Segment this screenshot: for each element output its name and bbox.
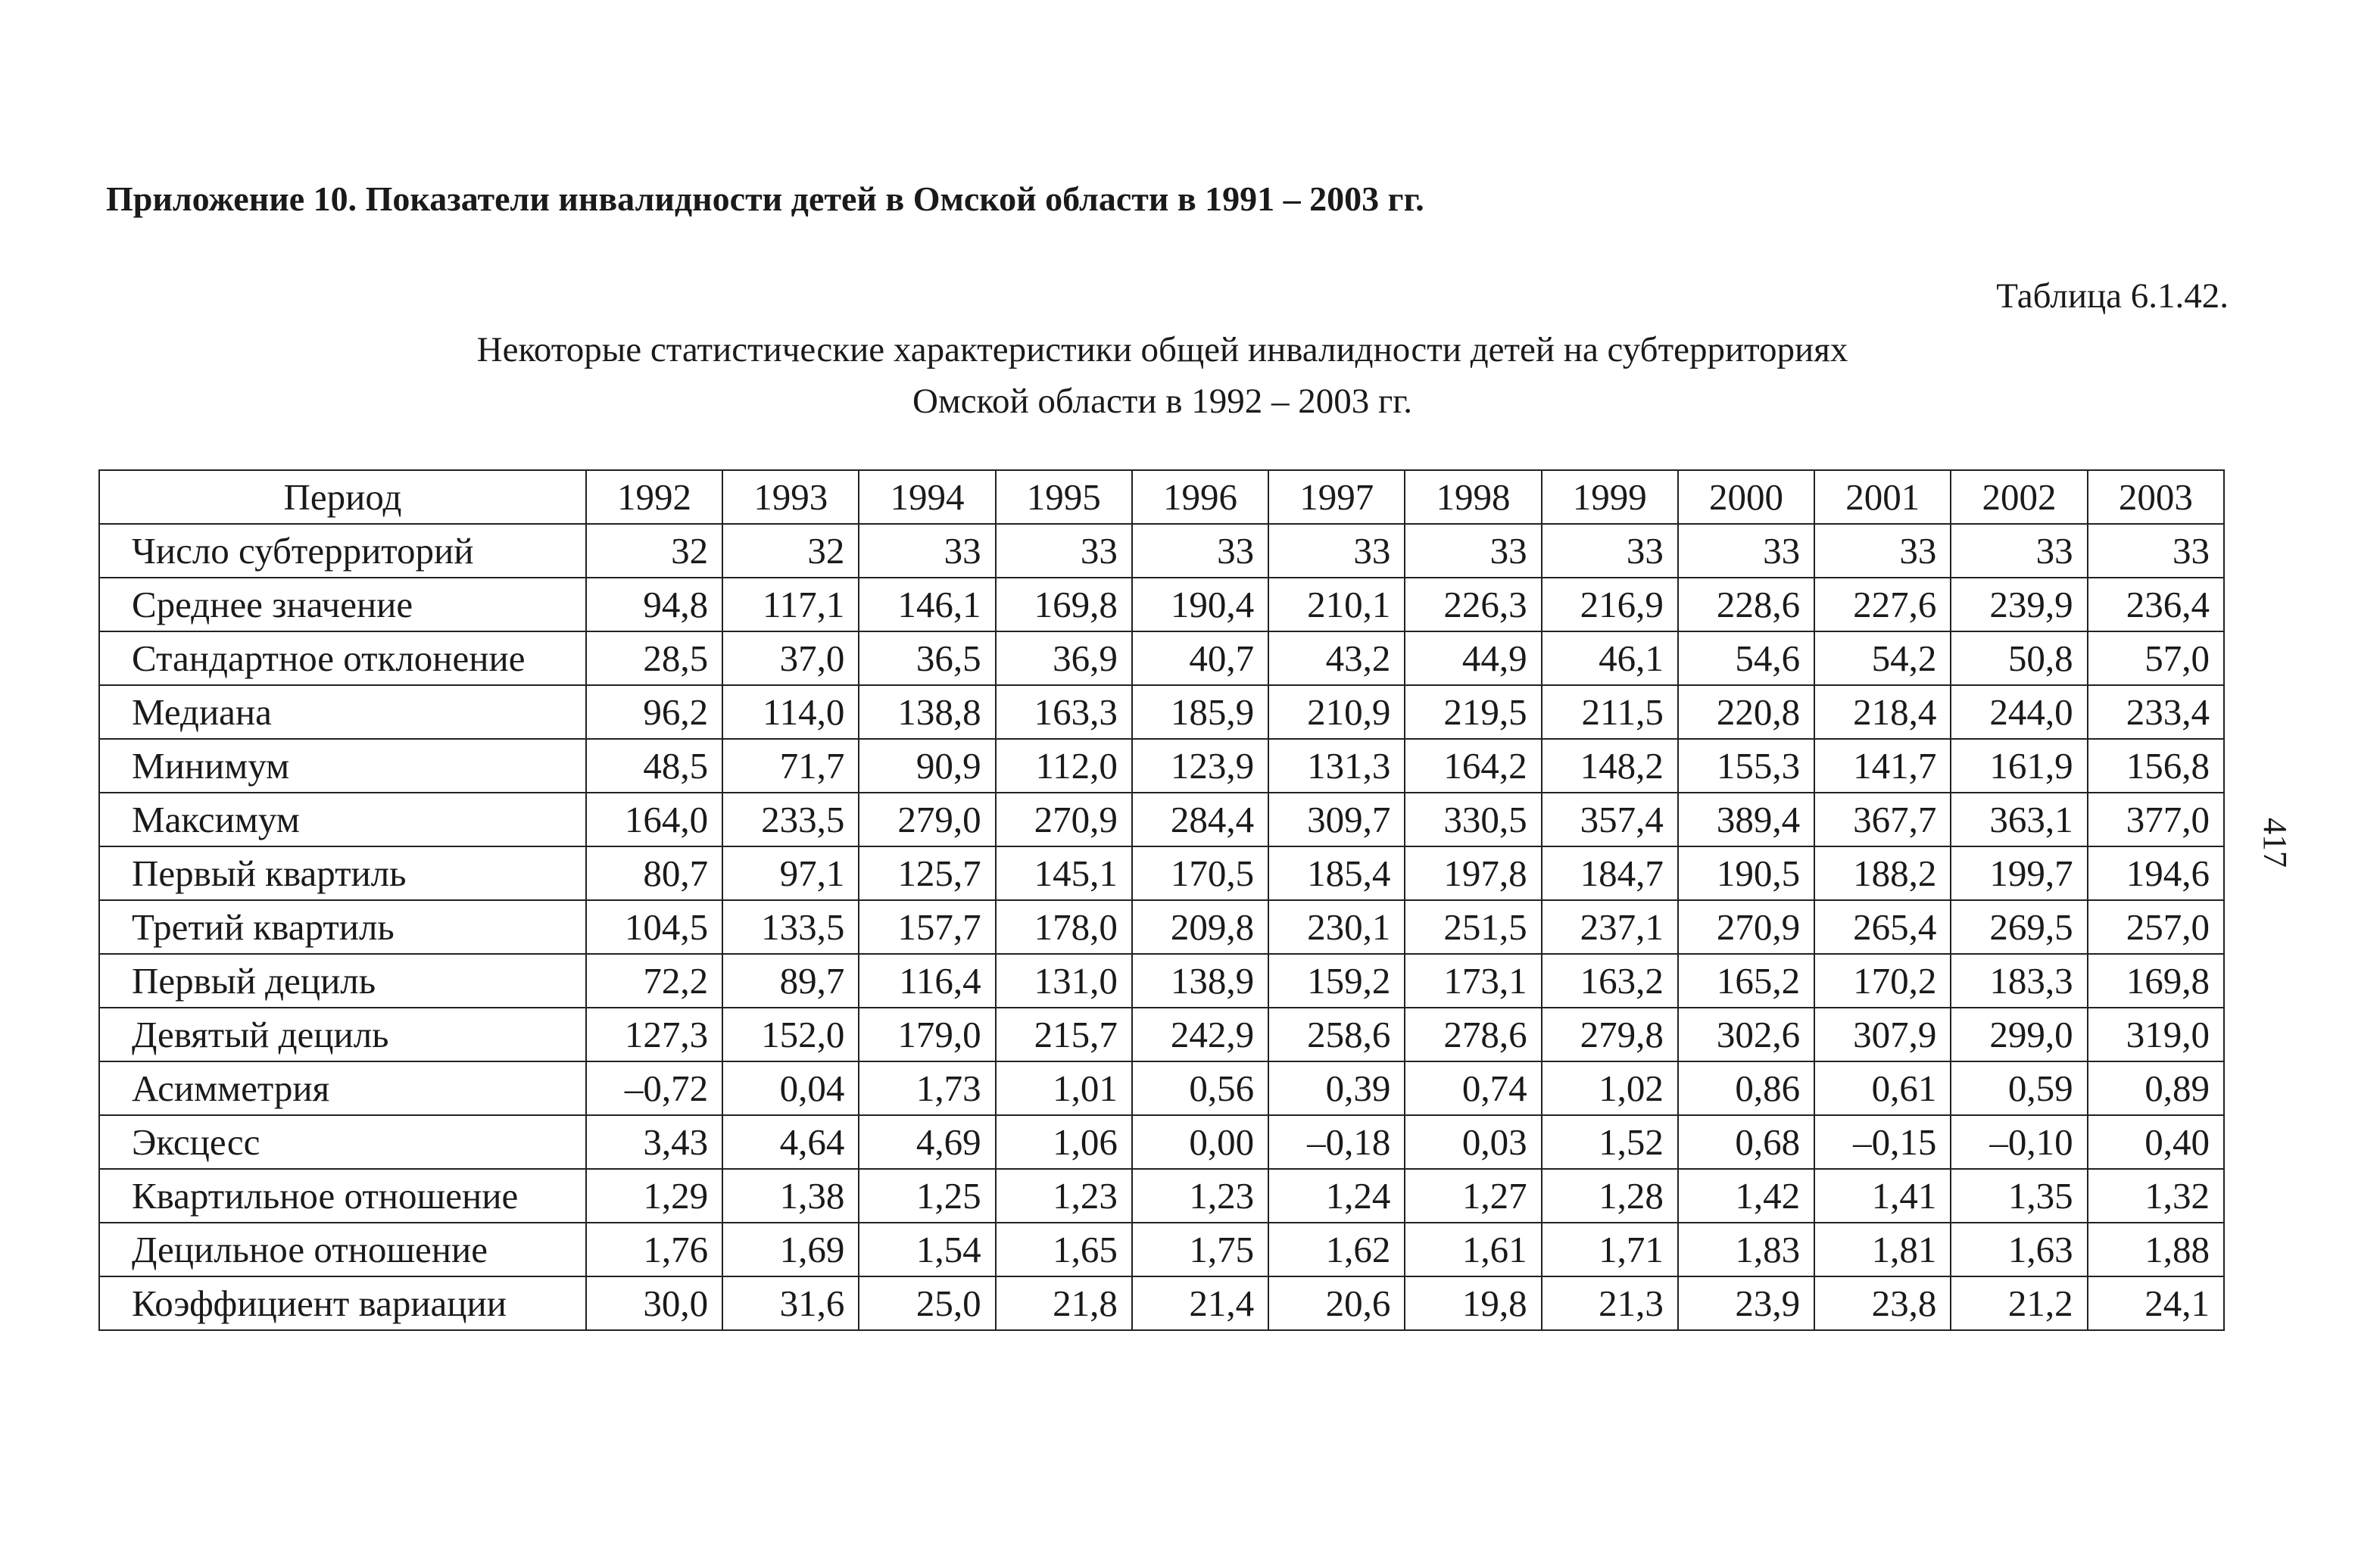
header-year: 2000	[1678, 470, 1814, 524]
row-label: Стандартное отклонение	[99, 631, 586, 685]
table-cell: 218,4	[1814, 685, 1951, 739]
header-year: 1995	[996, 470, 1132, 524]
table-cell: 33	[996, 524, 1132, 578]
table-cell: 0,59	[1951, 1061, 2087, 1115]
table-cell: 131,3	[1268, 739, 1405, 793]
table-cell: 33	[1405, 524, 1541, 578]
row-label: Минимум	[99, 739, 586, 793]
table-cell: 155,3	[1678, 739, 1814, 793]
table-row	[99, 524, 2224, 578]
table-cell: 1,01	[996, 1061, 1132, 1115]
table-cell: 114,0	[722, 685, 859, 739]
table-cell: 185,4	[1268, 846, 1405, 900]
table-cell: 188,2	[1814, 846, 1951, 900]
row-label: Коэффициент вариации	[99, 1276, 586, 1330]
table-cell: 1,69	[722, 1223, 859, 1276]
table-cell: 270,9	[996, 793, 1132, 846]
header-year: 1997	[1268, 470, 1405, 524]
table-cell: 71,7	[722, 739, 859, 793]
table-cell: 319,0	[2088, 1008, 2224, 1061]
row-label: Среднее значение	[99, 578, 586, 631]
table-cell: 309,7	[1268, 793, 1405, 846]
table-cell: 163,2	[1542, 954, 1678, 1008]
table-cell: –0,72	[586, 1061, 722, 1115]
table-cell: 0,03	[1405, 1115, 1541, 1169]
table-row	[99, 1223, 2224, 1276]
table-cell: 31,6	[722, 1276, 859, 1330]
table-cell: 216,9	[1542, 578, 1678, 631]
table-cell: –0,15	[1814, 1115, 1951, 1169]
table-cell: 94,8	[586, 578, 722, 631]
table-row	[99, 793, 2224, 846]
table-cell: 211,5	[1542, 685, 1678, 739]
table-cell: 1,52	[1542, 1115, 1678, 1169]
table-cell: 270,9	[1678, 900, 1814, 954]
table-cell: 190,5	[1678, 846, 1814, 900]
table-cell: 265,4	[1814, 900, 1951, 954]
table-cell: 0,86	[1678, 1061, 1814, 1115]
table-cell: 43,2	[1268, 631, 1405, 685]
table-cell: 307,9	[1814, 1008, 1951, 1061]
table-row	[99, 954, 2224, 1008]
table-row	[99, 578, 2224, 631]
table-cell: 3,43	[586, 1115, 722, 1169]
row-label: Квартильное отношение	[99, 1169, 586, 1223]
table-cell: 1,27	[1405, 1169, 1541, 1223]
table-cell: 164,0	[586, 793, 722, 846]
table-cell: 0,04	[722, 1061, 859, 1115]
header-year: 1999	[1542, 470, 1678, 524]
table-cell: 152,0	[722, 1008, 859, 1061]
table-cell: 125,7	[859, 846, 995, 900]
table-cell: 233,5	[722, 793, 859, 846]
table-cell: 170,2	[1814, 954, 1951, 1008]
table-cell: 54,2	[1814, 631, 1951, 685]
table-cell: 21,4	[1132, 1276, 1268, 1330]
table-row	[99, 1276, 2224, 1330]
table-cell: 145,1	[996, 846, 1132, 900]
row-label: Асимметрия	[99, 1061, 586, 1115]
table-cell: 25,0	[859, 1276, 995, 1330]
table-cell: 33	[859, 524, 995, 578]
table-cell: 4,64	[722, 1115, 859, 1169]
table-cell: 1,35	[1951, 1169, 2087, 1223]
table-cell: 0,74	[1405, 1061, 1541, 1115]
table-cell: 170,5	[1132, 846, 1268, 900]
table-cell: 220,8	[1678, 685, 1814, 739]
page-number: 417	[2257, 818, 2294, 868]
table-cell: 104,5	[586, 900, 722, 954]
table-row	[99, 1061, 2224, 1115]
table-cell: 127,3	[586, 1008, 722, 1061]
row-label: Первый дециль	[99, 954, 586, 1008]
table-cell: 50,8	[1951, 631, 2087, 685]
table-cell: 46,1	[1542, 631, 1678, 685]
table-cell: 227,6	[1814, 578, 1951, 631]
table-cell: 228,6	[1678, 578, 1814, 631]
header-year: 2003	[2088, 470, 2224, 524]
table-cell: 244,0	[1951, 685, 2087, 739]
header-year: 1993	[722, 470, 859, 524]
table-cell: 159,2	[1268, 954, 1405, 1008]
table-cell: 30,0	[586, 1276, 722, 1330]
row-label: Первый квартиль	[99, 846, 586, 900]
table-cell: 164,2	[1405, 739, 1541, 793]
table-cell: 226,3	[1405, 578, 1541, 631]
table-cell: 179,0	[859, 1008, 995, 1061]
table-body	[99, 524, 2224, 1330]
table-cell: 183,3	[1951, 954, 2087, 1008]
table-cell: 1,65	[996, 1223, 1132, 1276]
table-cell: 173,1	[1405, 954, 1541, 1008]
table-cell: 0,00	[1132, 1115, 1268, 1169]
table-cell: 33	[1678, 524, 1814, 578]
table-cell: 156,8	[2088, 739, 2224, 793]
table-caption	[0, 324, 2325, 427]
table-cell: 278,6	[1405, 1008, 1541, 1061]
table-cell: 1,71	[1542, 1223, 1678, 1276]
table-cell: 1,02	[1542, 1061, 1678, 1115]
table-cell: 215,7	[996, 1008, 1132, 1061]
table-cell: –0,18	[1268, 1115, 1405, 1169]
table-cell: 237,1	[1542, 900, 1678, 954]
table-header-row	[99, 470, 2224, 524]
table-cell: 21,3	[1542, 1276, 1678, 1330]
table-cell: 0,89	[2088, 1061, 2224, 1115]
table-cell: 330,5	[1405, 793, 1541, 846]
row-label: Медиана	[99, 685, 586, 739]
table-cell: 1,29	[586, 1169, 722, 1223]
table-cell: 257,0	[2088, 900, 2224, 954]
table-cell: 219,5	[1405, 685, 1541, 739]
table-cell: 1,88	[2088, 1223, 2224, 1276]
table-cell: 299,0	[1951, 1008, 2087, 1061]
table-cell: 284,4	[1132, 793, 1268, 846]
table-row	[99, 631, 2224, 685]
table-row	[99, 1115, 2224, 1169]
table-cell: 97,1	[722, 846, 859, 900]
table-cell: 33	[1542, 524, 1678, 578]
table-cell: –0,10	[1951, 1115, 2087, 1169]
table-cell: 1,42	[1678, 1169, 1814, 1223]
table-cell: 146,1	[859, 578, 995, 631]
table-cell: 90,9	[859, 739, 995, 793]
table-cell: 0,56	[1132, 1061, 1268, 1115]
table-cell: 1,24	[1268, 1169, 1405, 1223]
table-cell: 80,7	[586, 846, 722, 900]
table-cell: 123,9	[1132, 739, 1268, 793]
table-row	[99, 900, 2224, 954]
table-row	[99, 1169, 2224, 1223]
table-cell: 269,5	[1951, 900, 2087, 954]
header-year: 1992	[586, 470, 722, 524]
table-cell: 239,9	[1951, 578, 2087, 631]
table-caption-line-2: Омской области в 1992 – 2003 гг.	[912, 382, 1412, 421]
table-cell: 0,61	[1814, 1061, 1951, 1115]
table-row	[99, 739, 2224, 793]
table-cell: 1,61	[1405, 1223, 1541, 1276]
table-cell: 1,32	[2088, 1169, 2224, 1223]
table-cell: 138,8	[859, 685, 995, 739]
table-row	[99, 685, 2224, 739]
table-cell: 32	[586, 524, 722, 578]
table-cell: 112,0	[996, 739, 1132, 793]
table-cell: 0,39	[1268, 1061, 1405, 1115]
table-cell: 1,76	[586, 1223, 722, 1276]
table-cell: 20,6	[1268, 1276, 1405, 1330]
header-period: Период	[99, 470, 586, 524]
table-cell: 148,2	[1542, 739, 1678, 793]
table-cell: 21,2	[1951, 1276, 2087, 1330]
table-cell: 1,38	[722, 1169, 859, 1223]
table-cell: 1,28	[1542, 1169, 1678, 1223]
table-cell: 141,7	[1814, 739, 1951, 793]
statistics-table	[98, 469, 2225, 1331]
row-label: Эксцесс	[99, 1115, 586, 1169]
table-cell: 258,6	[1268, 1008, 1405, 1061]
table-cell: 36,9	[996, 631, 1132, 685]
table-cell: 133,5	[722, 900, 859, 954]
table-cell: 131,0	[996, 954, 1132, 1008]
table-cell: 32	[722, 524, 859, 578]
table-cell: 357,4	[1542, 793, 1678, 846]
table-cell: 163,3	[996, 685, 1132, 739]
header-year: 2001	[1814, 470, 1951, 524]
table-cell: 33	[1268, 524, 1405, 578]
table-cell: 23,9	[1678, 1276, 1814, 1330]
table-cell: 36,5	[859, 631, 995, 685]
row-label: Третий квартиль	[99, 900, 586, 954]
header-year: 2002	[1951, 470, 2087, 524]
header-year: 1994	[859, 470, 995, 524]
table-cell: 209,8	[1132, 900, 1268, 954]
table-cell: 279,0	[859, 793, 995, 846]
table-cell: 33	[1814, 524, 1951, 578]
table-cell: 1,41	[1814, 1169, 1951, 1223]
table-cell: 138,9	[1132, 954, 1268, 1008]
table-cell: 236,4	[2088, 578, 2224, 631]
table-cell: 389,4	[1678, 793, 1814, 846]
table-cell: 54,6	[1678, 631, 1814, 685]
table-cell: 210,9	[1268, 685, 1405, 739]
table-cell: 28,5	[586, 631, 722, 685]
table-cell: 33	[1951, 524, 2087, 578]
table-cell: 199,7	[1951, 846, 2087, 900]
table-cell: 1,63	[1951, 1223, 2087, 1276]
table-cell: 194,6	[2088, 846, 2224, 900]
table-cell: 23,8	[1814, 1276, 1951, 1330]
table-cell: 0,40	[2088, 1115, 2224, 1169]
table-cell: 197,8	[1405, 846, 1541, 900]
row-label: Максимум	[99, 793, 586, 846]
row-label: Децильное отношение	[99, 1223, 586, 1276]
table-row	[99, 1008, 2224, 1061]
table-cell: 377,0	[2088, 793, 2224, 846]
table-cell: 37,0	[722, 631, 859, 685]
table-cell: 57,0	[2088, 631, 2224, 685]
table-cell: 242,9	[1132, 1008, 1268, 1061]
table-cell: 1,62	[1268, 1223, 1405, 1276]
table-cell: 178,0	[996, 900, 1132, 954]
table-cell: 1,54	[859, 1223, 995, 1276]
table-cell: 1,06	[996, 1115, 1132, 1169]
table-cell: 165,2	[1678, 954, 1814, 1008]
table-cell: 230,1	[1268, 900, 1405, 954]
table-cell: 40,7	[1132, 631, 1268, 685]
table-number: Таблица 6.1.42.	[1996, 276, 2229, 316]
table-cell: 96,2	[586, 685, 722, 739]
table-cell: 210,1	[1268, 578, 1405, 631]
table-cell: 1,83	[1678, 1223, 1814, 1276]
header-year: 1996	[1132, 470, 1268, 524]
table-cell: 363,1	[1951, 793, 2087, 846]
table-cell: 33	[2088, 524, 2224, 578]
table-cell: 1,23	[1132, 1169, 1268, 1223]
table-cell: 1,75	[1132, 1223, 1268, 1276]
table-cell: 251,5	[1405, 900, 1541, 954]
table-cell: 72,2	[586, 954, 722, 1008]
table-row	[99, 846, 2224, 900]
row-label: Число субтерриторий	[99, 524, 586, 578]
table-cell: 33	[1132, 524, 1268, 578]
table-cell: 116,4	[859, 954, 995, 1008]
table-cell: 190,4	[1132, 578, 1268, 631]
table-cell: 89,7	[722, 954, 859, 1008]
table-cell: 169,8	[996, 578, 1132, 631]
table-cell: 302,6	[1678, 1008, 1814, 1061]
table-cell: 4,69	[859, 1115, 995, 1169]
table-cell: 233,4	[2088, 685, 2224, 739]
table-cell: 185,9	[1132, 685, 1268, 739]
table-cell: 1,25	[859, 1169, 995, 1223]
table-cell: 117,1	[722, 578, 859, 631]
header-year: 1998	[1405, 470, 1541, 524]
table-cell: 48,5	[586, 739, 722, 793]
table-cell: 1,23	[996, 1169, 1132, 1223]
table-cell: 161,9	[1951, 739, 2087, 793]
table-cell: 169,8	[2088, 954, 2224, 1008]
table-cell: 367,7	[1814, 793, 1951, 846]
table-cell: 24,1	[2088, 1276, 2224, 1330]
table-cell: 279,8	[1542, 1008, 1678, 1061]
table-cell: 21,8	[996, 1276, 1132, 1330]
appendix-heading: Приложение 10. Показатели инвалидности детей в Омской области в 1991 – 2003 гг.	[106, 179, 1424, 218]
table-caption-line-1: Некоторые статистические характеристики общей инвалидности детей на субтерриториях	[476, 330, 1848, 369]
table-cell: 184,7	[1542, 846, 1678, 900]
table-cell: 1,81	[1814, 1223, 1951, 1276]
table-cell: 157,7	[859, 900, 995, 954]
row-label: Девятый дециль	[99, 1008, 586, 1061]
table-cell: 1,73	[859, 1061, 995, 1115]
table-cell: 19,8	[1405, 1276, 1541, 1330]
table-cell: 44,9	[1405, 631, 1541, 685]
table-cell: 0,68	[1678, 1115, 1814, 1169]
